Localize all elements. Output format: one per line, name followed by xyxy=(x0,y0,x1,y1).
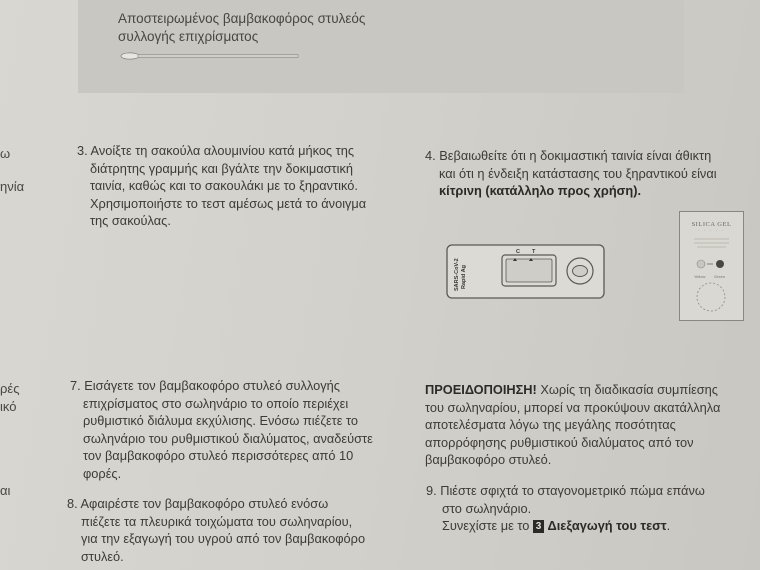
left-fragment: ικό xyxy=(0,399,17,414)
step-7-line: 7. Εισάγετε τον βαμβακοφόρο στυλεό συλλογής xyxy=(70,378,340,393)
warning-label: ΠΡΟΕΙΔΟΠΟΙΗΣΗ! xyxy=(425,382,537,397)
step-8-line: στυλεό. xyxy=(81,548,124,564)
section-title: Διεξαγωγή του τεστ xyxy=(547,518,667,533)
step-4 xyxy=(425,147,755,200)
swab-illustration xyxy=(120,49,300,63)
warning-line: αποτελέσματα λόγω της μεγάλης ποσότητας xyxy=(425,417,676,432)
warning-line: του σωληναρίου, μπορεί να προκύψουν ακατάλληλα xyxy=(425,399,721,415)
section-number-badge: 3 xyxy=(533,520,544,533)
step-9-line: 9. Πιέστε σφιχτά το σταγονομετρικό πώμα επάνω xyxy=(426,483,705,498)
step-7-line: ρυθμιστικό διάλυμα εκχύλισης. Ενόσω πιέζετε το xyxy=(83,413,358,428)
step-3-line: της σακούλας. xyxy=(90,213,171,228)
warning-line: απορρόφησης ρυθμιστικού διαλύματος από τον xyxy=(425,434,694,450)
step-3-line: διάτρητης γραμμής και βγάλτε την δοκιμαστική xyxy=(90,160,353,176)
swab-caption xyxy=(118,10,478,46)
period: . xyxy=(666,518,671,533)
step-4-line: 4. Βεβαιωθείτε ότι η δοκιμαστική ταινία είναι άθικτη xyxy=(425,148,712,163)
step-8-line: 8. Αφαιρέστε τον βαμβακοφόρο στυλεό ενόσω xyxy=(67,496,329,511)
step-8-line: για την εξαγωγή του υγρού από τον βαμβακοφόρο xyxy=(81,531,366,546)
swab-caption-line: Αποστειρωμένος βαμβακοφόρος στυλεός xyxy=(118,11,366,26)
left-fragment: ηνία xyxy=(0,179,25,194)
step-3 xyxy=(77,142,397,230)
step-8 xyxy=(67,495,397,565)
step-4-line: και ότι η ένδειξη κατάστασης του ξηραντικού είναι xyxy=(439,165,717,181)
step-3-line: Χρησιμοποιήστε το τεστ αμέσως μετά το άνοιγμα xyxy=(90,195,367,211)
left-fragment: ω xyxy=(0,146,11,161)
desiccant-subtitle: · · · · · xyxy=(697,229,726,233)
desiccant-label-yellow: Yellow xyxy=(694,274,706,279)
step-7 xyxy=(70,377,400,482)
step-7-line: φορές. xyxy=(83,465,122,481)
step-8-line: πιέζετε τα πλευρικά τοιχώματα του σωληναρίου, xyxy=(81,513,353,529)
desiccant-pouch-illustration xyxy=(679,211,744,321)
step-7-line: τον βαμβακοφόρο στυλεό περισσότερες από 10 xyxy=(83,448,354,463)
step-7-line: επιχρίσματος στο σωληνάριο το οποίο περιέχει xyxy=(83,395,349,411)
warning-line: βαμβακοφόρο στυλεό. xyxy=(425,452,552,467)
desiccant-label-green: Green xyxy=(714,274,726,279)
cassette-label: Rapid Ag xyxy=(461,265,467,289)
desiccant-brand: SILICA GEL xyxy=(691,221,732,228)
left-fragment: ρές xyxy=(0,381,20,396)
cassette-mark-t: T xyxy=(532,249,536,255)
step-9 xyxy=(426,482,756,535)
warning-line xyxy=(425,381,755,399)
step-3-line: 3. Ανοίξτε τη σακούλα αλουμινίου κατά μήκος της xyxy=(77,143,354,158)
step-9-line: στο σωληνάριο. xyxy=(442,500,532,516)
step-9-line-continue xyxy=(426,517,756,535)
cassette-label: SARS-CoV-2 xyxy=(454,258,460,291)
warning-text: Χωρίς τη διαδικασία συμπίεσης xyxy=(536,382,718,397)
test-cassette-illustration xyxy=(446,244,606,300)
swab-caption-line: συλλογής επιχρίσματος xyxy=(118,29,259,44)
desiccant-indicator-dots xyxy=(680,212,743,320)
step-3-line: ταινία, καθώς και το σακουλάκι με το ξηραντικό. xyxy=(90,178,358,193)
cassette-mark-c: C xyxy=(516,249,520,255)
swab-panel xyxy=(78,0,684,93)
left-fragment: αι xyxy=(0,483,11,498)
warning-note xyxy=(425,381,755,469)
continue-prefix: Συνεχίστε με το xyxy=(442,518,533,533)
step-4-bold-line: κίτρινη (κατάλληλο προς χρήση). xyxy=(439,183,642,198)
step-7-line: σωληνάριο του ρυθμιστικού διαλύματος, αναδεύστε xyxy=(83,430,373,446)
